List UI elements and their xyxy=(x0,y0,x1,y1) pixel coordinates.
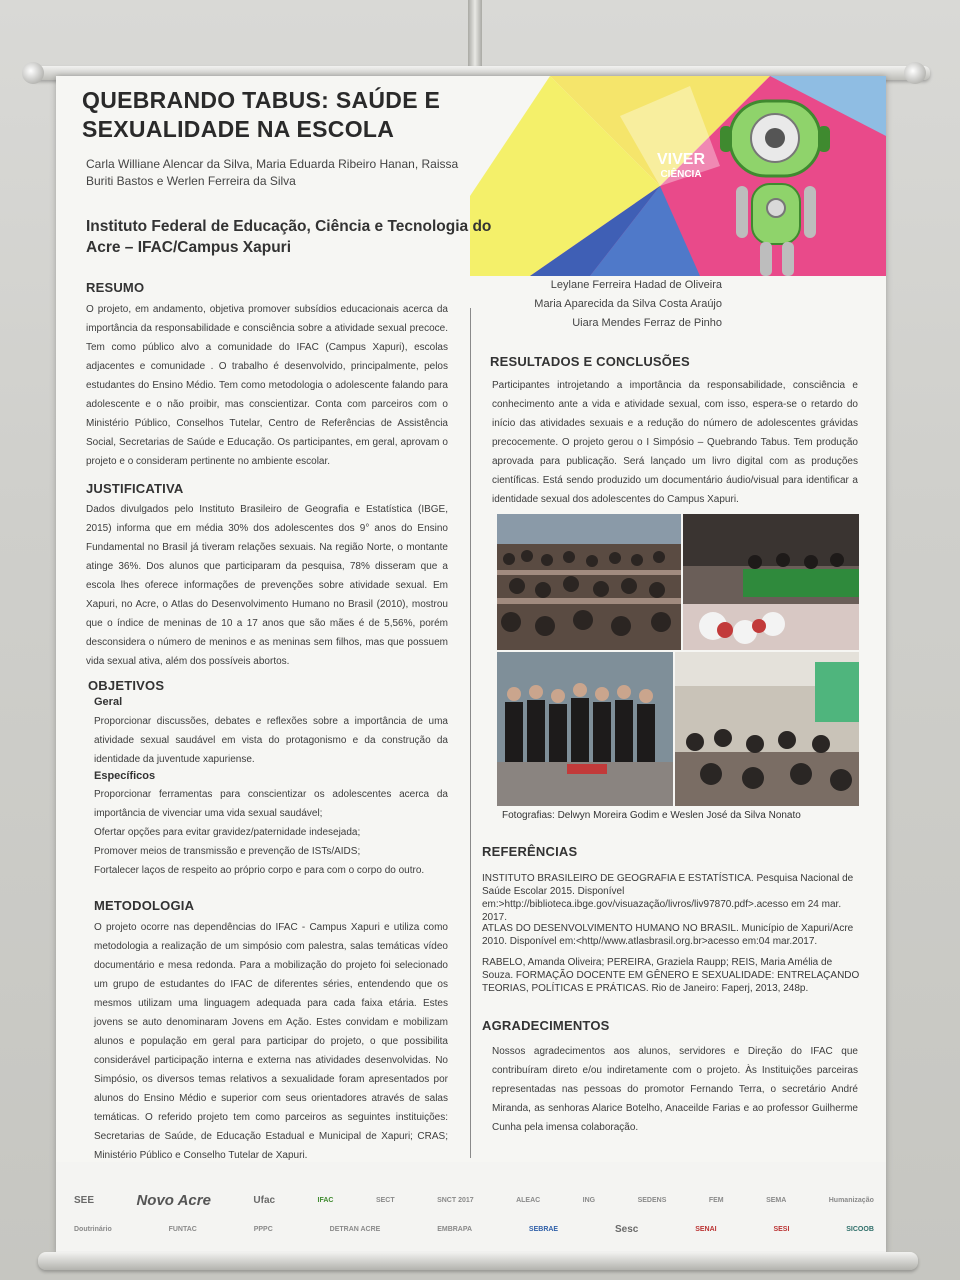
logo-see: SEE xyxy=(74,1195,95,1206)
geral-text: Proporcionar discussões, debates e reflexões sobre a importância de uma atividade sexual saudável em vista do protagonismo e da construção da identidade da juventude xapuriense. xyxy=(94,716,448,765)
column-divider xyxy=(470,308,471,1158)
justificativa-text: Dados divulgados pelo Instituto Brasileiro de Geografia e Estatística (IBGE, 2015) informa que em média 30% dos adolescentes dos 9° anos do Ensino Fundamental no Brasil já tiveram relações sexuais. Na região Norte, o montante atinge 36%. Dos alunos que participaram da pesquisa, 78% disseram que a escola lhes oferece informações de prevenções sobre atividade sexual. Em Xapuri, no Acre, o Atlas do Desenvolvimento Humano no Brasil (2010), mostrou que o índice de meninas de 10 a 17 anos que são mães é de 5,56%, porém desconsidera o número de meninos e as meninas sem filhos, mas que possuem vida sexual ativa, além dos possíveis abortos. xyxy=(86,504,448,667)
photo-caption: Fotografias: Delwyn Moreira Godim e Weslen José da Silva Nonato xyxy=(502,810,801,821)
objetivos-heading: OBJETIVOS xyxy=(88,678,165,693)
logo-humanizacao: Humanização xyxy=(828,1197,874,1204)
logo-ufac: Ufac xyxy=(253,1195,276,1206)
logo-novo-acre: Novo Acre xyxy=(136,1192,211,1209)
brand-viver-ciencia xyxy=(646,152,716,182)
brand-line1: VIVER xyxy=(656,151,705,168)
logo-funtac: FUNTAC xyxy=(168,1226,197,1233)
justificativa-heading: JUSTIFICATIVA xyxy=(86,481,184,496)
photo-classroom xyxy=(675,652,859,806)
resumo-heading: RESUMO xyxy=(86,280,145,295)
logo-sicoob: SICOOB xyxy=(846,1226,874,1233)
especificos-list xyxy=(94,785,448,880)
list-item: Proporcionar ferramentas para conscientizar os adolescentes acerca da importância de vivenciar uma vida sexual saudável; xyxy=(94,789,448,819)
hanging-cord xyxy=(468,0,482,70)
logo-doutrinario: Doutrinário xyxy=(74,1226,112,1233)
coauthor: Uiara Mendes Ferraz de Pinho xyxy=(572,317,722,329)
logo-sebrae: SEBRAE xyxy=(528,1226,559,1233)
logo-ifac: IFAC xyxy=(317,1197,334,1204)
sponsor-logos-row-2 xyxy=(74,1224,874,1235)
metodologia-text: O projeto ocorre nas dependências do IFAC - Campus Xapuri e utiliza como metodologia a realização de um simpósio com palestra, salas temáticas vídeo documentário e mesa redonda. Para a mobilização do projeto foi selecionado um grupo de estudantes do IFAC de diferentes séries, entendendo que os mesmos utilizam uma linguagem adequada para cada faixa etária. Estes jovens se auto denominaram Jovens em Ação. Estes convidam e mobilizam alunos e população em geral para participar do projeto, o que possibilita considerável participação interna e externa nas atividades desenvolvidas. No Simpósio, os diversos temas relativos a sexualidade foram apresentados por alunos do Ensino Médio e superior com seus orientadores através de salas temáticas. O referido projeto tem como parceiros as seguintes instituições: Secretarias de Saúde, de Educação Estadual e Municipal de Xapuri; CRAS; Ministério Público e Conselho Tutelar de Xapuri. xyxy=(94,922,448,1161)
logo-sesi: SESI xyxy=(773,1226,790,1233)
reference-item: RABELO, Amanda Oliveira; PEREIRA, Graziela Raupp; REIS, Maria Amélia de Souza. FORMAÇÃO DOCENTE EM GÊNERO E SEXUALIDADE: ENTRELAÇANDO TEORIAS, POLÍTICAS E PRÁTICAS. Rio de Janeiro: Faperj, 2013, 248p. xyxy=(482,957,860,994)
logo-ing: ING xyxy=(582,1197,596,1204)
logo-snct: SNCT 2017 xyxy=(437,1197,474,1204)
logo-pppc: PPPC xyxy=(253,1226,273,1233)
logo-embrapa: EMBRAPA xyxy=(437,1226,473,1233)
agradecimentos-text: Nossos agradecimentos aos alunos, servidores e Direção do IFAC que contribuíram direto e/ou indiretamente com o projeto. Às Instituições parceiras representadas nas pessoas do promotor Fernando Terra, o secretário André Miranda, as senhoras Alarice Botelho, Anaceilde Farias e ao professor Guilherme Cunha pela imensa colaboração. xyxy=(492,1046,858,1133)
list-item: Ofertar opções para evitar gravidez/paternidade indesejada; xyxy=(94,827,361,838)
photo-collage xyxy=(497,514,859,806)
logo-senai: SENAI xyxy=(695,1226,717,1233)
logo-sect: SECT xyxy=(375,1197,395,1204)
list-item: Promover meios de transmissão e prevenção de ISTs/AIDS; xyxy=(94,846,361,857)
sponsor-footer xyxy=(56,1162,886,1254)
sponsor-logos-row-1 xyxy=(74,1192,874,1209)
metodologia-heading: METODOLOGIA xyxy=(94,898,195,913)
bottom-hanging-rod xyxy=(38,1252,918,1270)
authors: Carla Williane Alencar da Silva, Maria Eduarda Ribeiro Hanan, Raissa Buriti Bastos e Werlen Ferreira da Silva xyxy=(86,157,459,188)
logo-aleac: ALEAC xyxy=(516,1197,541,1204)
logo-sesc: Sesc xyxy=(614,1224,639,1235)
poster xyxy=(56,76,886,1254)
brand-line2: CIÊNCIA xyxy=(660,169,702,180)
photo-group-students xyxy=(497,652,673,806)
resumo-text: O projeto, em andamento, objetiva promover subsídios educacionais acerca da importância da responsabilidade e consciência sobre a atividade sexual precoce. Tem como público alvo a comunidade do IFAC (Campus Xapuri), escolas adjacentes e comunidade . O trabalho é desenvolvido, principalmente, pelos estudantes do Ensino Médio. Tem como metodologia o adolescente falando para adolescente e o não proibir, mas conscientizar. Conta com parceiros com o Ministério Público, Conselhos Tutelar, Centro de Referências de Assistência Social, Secretarias de Saúde e Educação. Os participantes, em geral, aprovam o projeto e o consideram pertinente no ambiente escolar. xyxy=(86,304,448,467)
institution: Instituto Federal de Educação, Ciência e Tecnologia do Acre – IFAC/Campus Xapuri xyxy=(86,218,492,256)
rod-cap-right xyxy=(904,62,926,84)
coauthors xyxy=(502,276,722,333)
resultados-heading: RESULTADOS E CONCLUSÕES xyxy=(490,354,690,369)
especificos-heading: Específicos xyxy=(94,770,156,782)
logo-sema: SEMA xyxy=(766,1197,787,1204)
reference-item: INSTITUTO BRASILEIRO DE GEOGRAFIA E ESTATÍSTICA. Pesquisa Nacional de Saúde Escolar 2015. Disponível em:>http://biblioteca.ibge.gov/visuazação/livros/liv97870.pdf>.acesso em 24 mar. 2017. xyxy=(482,873,854,923)
agradecimentos-heading: AGRADECIMENTOS xyxy=(482,1018,610,1033)
logo-sedens: SEDENS xyxy=(637,1197,667,1204)
list-item: Fortalecer laços de respeito ao próprio corpo e para com o corpo do outro. xyxy=(94,865,425,876)
reference-item: ATLAS DO DESENVOLVIMENTO HUMANO NO BRASIL. Município de Xapuri/Acre 2010. Disponível em:<http//www.atlasbrasil.org.br>acesso em:04 mar.2017. xyxy=(482,923,854,947)
logo-detran: DETRAN ACRE xyxy=(329,1226,381,1233)
coauthor: Leylane Ferreira Hadad de Oliveira xyxy=(550,279,722,291)
resultados-text: Participantes introjetando a importância da responsabilidade, consciência e conhecimento ante a vida e atividade sexual, com isso, espera-se o retardo do início das atividades sexuais e a redução do número de adolescentes grávidas precocemente. O projeto gerou o I Simpósio – Quebrando Tabus. Tem produção aprovada para publicação. Será lançado um livro digital com as produções científicas. Está sendo produzido um documentário áudio/visual para identificar a identidade sexual dos adolescentes do Campus Xapuri. xyxy=(492,380,858,505)
photo-auditorium-audience xyxy=(497,514,681,650)
rod-cap-left xyxy=(22,62,44,84)
geral-heading: Geral xyxy=(94,696,123,708)
referencias-heading: REFERÊNCIAS xyxy=(482,844,578,859)
coauthor: Maria Aparecida da Silva Costa Araújo xyxy=(534,298,722,310)
logo-fem: FEM xyxy=(708,1197,724,1204)
photo-stage-panel xyxy=(683,514,859,650)
poster-title: QUEBRANDO TABUS: SAÚDE E SEXUALIDADE NA ESCOLA xyxy=(82,87,441,142)
